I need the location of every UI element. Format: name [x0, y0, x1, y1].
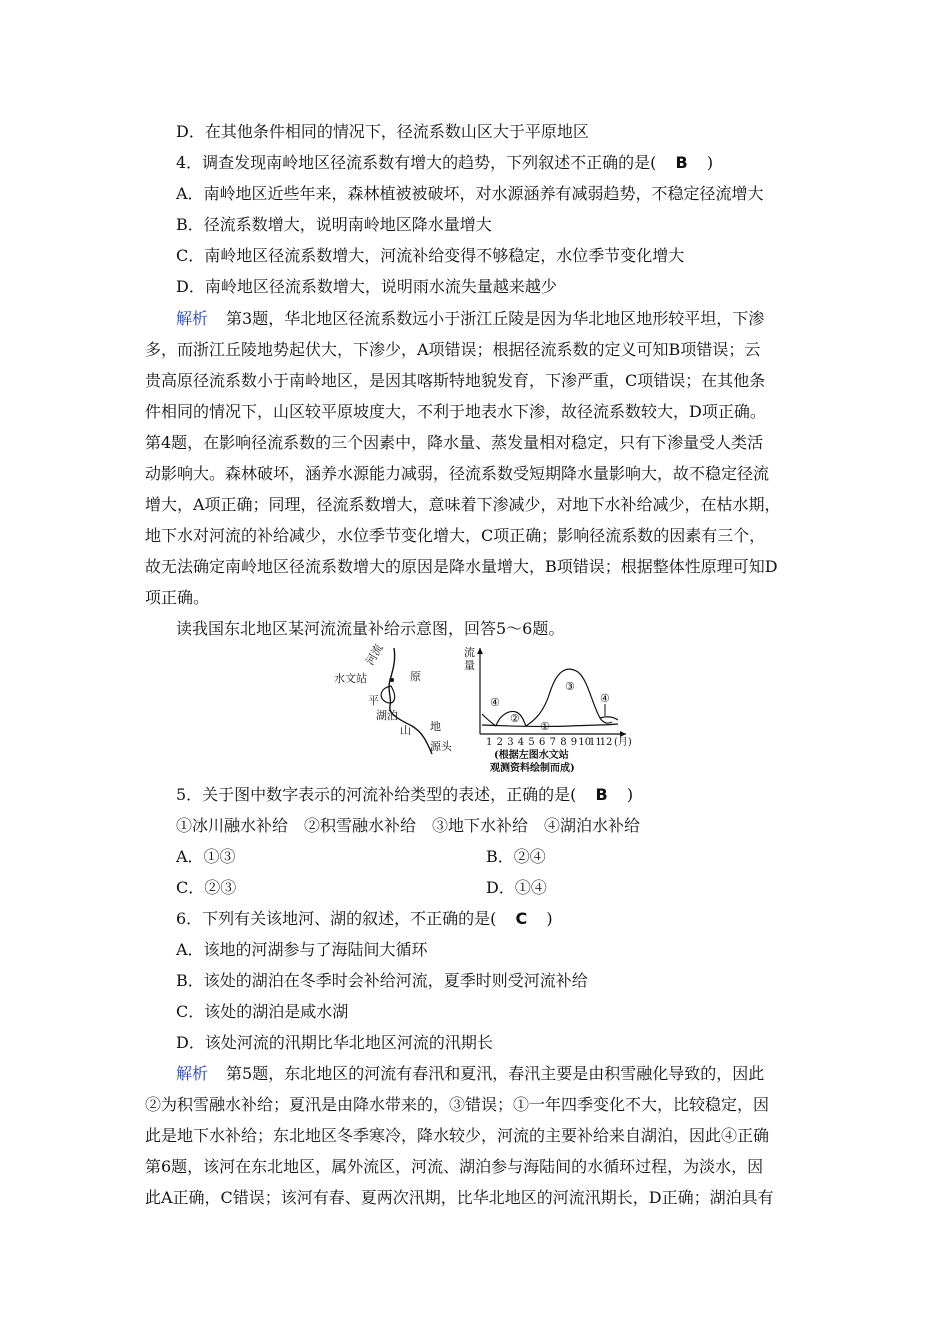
q5-option-d: D．①④ — [486, 878, 547, 897]
q4-option-d: D．南岭地区径流系数增大，说明雨水流失量越来越少 — [176, 277, 557, 296]
analysis1-text: 第3题，华北地区径流系数远小于浙江丘陵是因为华北地区地形较平坦，下渗 — [226, 309, 765, 328]
station-dot — [390, 678, 394, 682]
figure-intro: 读我国东北地区某河流流量补给示意图，回答5～6题。 — [176, 619, 565, 638]
analysis1-line: 故无法确定南岭地区径流系数增大的原因是降水量增大，B项错误；根据整体性原理可知D — [145, 557, 778, 576]
q6-stem-text: 6．下列有关该地河、湖的叙述，不正确的是( — [176, 909, 497, 928]
chart-x-tick: 5 — [528, 737, 535, 748]
analysis2-text: 第5题，东北地区的河流有春汛和夏汛，春汛主要是由积雪融化导致的，因此 — [226, 1064, 765, 1083]
analysis2-line: 此A正确，C错误；该河有春、夏两次汛期，比华北地区的河流汛期长，D正确；湖泊具有 — [145, 1188, 774, 1207]
analysis2-line: ②为积雪融水补给；夏汛是由降水带来的，③错误；①一年四季变化不大，比较稳定，因 — [145, 1095, 770, 1114]
analysis1-line: 贵高原径流系数小于南岭地区，是因其喀斯特地貌发育，下渗严重，C项错误；在其他条 — [145, 371, 766, 390]
chart-caption-1: (根据左图水文站 — [494, 750, 569, 761]
analysis1-line: 多，而浙江丘陵地势起伏大，下渗少，A项错误；根据径流系数的定义可知B项错误；云 — [145, 340, 761, 359]
chart-label-lake-right: ④ — [600, 692, 610, 705]
chart-x-tick: 1 — [486, 737, 493, 748]
chart-x-ticks — [486, 737, 612, 748]
chart-label-lake-left: ④ — [490, 696, 500, 709]
q5-option-a: A．①③ — [176, 847, 236, 866]
chart-x-tick: 4 — [517, 737, 525, 748]
q6-stem-close: ) — [546, 909, 553, 928]
river-supply-figure — [330, 642, 630, 777]
q6-option-d: D．该处河流的汛期比华北地区河流的汛期长 — [176, 1033, 493, 1052]
chart-x-tick: 10 — [578, 737, 592, 748]
analysis1-label: 解析 — [176, 309, 209, 328]
analysis1-line: 动影响大。森林破坏，涵养水源能力减弱，径流系数受短期降水量影响大，故不稳定径流 — [145, 464, 770, 483]
map-label-source: 源头 — [430, 740, 452, 753]
q5-items: ①冰川融水补给 ②积雪融水补给 ③地下水补给 ④湖泊水补给 — [176, 816, 641, 835]
y-axis-arrow — [477, 648, 483, 654]
analysis2-line: 此是地下水补给；东北地区冬季寒冷，降水较少，河流的主要补给来自湖泊，因此④正确 — [145, 1126, 770, 1145]
q6-answer: C — [515, 909, 528, 928]
river-line — [389, 648, 432, 754]
chart-x-tick: 3 — [507, 737, 514, 748]
analysis1-line: 增大，A项正确；同理，径流系数增大，意味着下渗减少，对地下水补给减少，在枯水期， — [145, 495, 781, 514]
chart-caption-2: 观测资料绘制而成) — [490, 763, 575, 774]
chart-ylabel-1: 流 — [464, 646, 475, 659]
q6-option-a: A．该地的河湖参与了海陆间大循环 — [176, 940, 428, 959]
q5-stem-text: 5．关于图中数字表示的河流补给类型的表述，正确的是( — [176, 785, 577, 804]
q4-stem-text: 4．调查发现南岭地区径流系数有增大的趋势，下列叙述不正确的是( — [176, 153, 657, 172]
chart-x-tick: 8 — [560, 737, 567, 748]
q4-stem-close: ) — [706, 153, 714, 172]
q4-stem — [176, 152, 713, 174]
chart-x-tick: 7 — [549, 737, 556, 748]
q5-option-b: B．②④ — [486, 847, 546, 866]
q4-option-b: B．径流系数增大，说明南岭地区降水量增大 — [176, 215, 492, 234]
map-label-shan: 山 — [400, 724, 411, 737]
chart-label-snowmelt: ② — [510, 712, 520, 725]
chart-label-rain: ③ — [565, 680, 575, 693]
analysis1-line: 地下水对河流的补给减少，水位季节变化增大，C项正确；影响径流系数的因素有三个， — [145, 526, 766, 545]
analysis2-line: 第6题，该河在东北地区，属外流区，河流、湖泊参与海陆间的水循环过程，为淡水，因 — [145, 1157, 764, 1176]
analysis1-line: 第4题，在影响径流系数的三个因素中，降水量、蒸发量相对稳定，只有下渗量受人类活 — [145, 433, 764, 452]
q3-option-d: D．在其他条件相同的情况下，径流系数山区大于平原地区 — [176, 122, 589, 141]
analysis1-line: 项正确。 — [145, 588, 210, 607]
chart-ylabel-2: 量 — [464, 659, 475, 672]
q5-option-c: C．②③ — [176, 878, 237, 897]
q5-stem-close: ) — [626, 785, 634, 804]
chart-x-tick: 12 — [599, 737, 613, 748]
q6-option-c: C．该处的湖泊是咸水湖 — [176, 1002, 349, 1021]
chart-x-tick: 2 — [496, 737, 503, 748]
q5-answer: B — [595, 785, 608, 804]
map-label-lake: 湖泊 — [376, 709, 398, 722]
map-label-river: 河流 — [363, 641, 386, 668]
map-label-station: 水文站 — [334, 672, 367, 685]
map-label-ping: 平 — [368, 694, 379, 707]
q4-option-c: C．南岭地区径流系数增大，河流补给变得不够稳定，水位季节变化增大 — [176, 246, 685, 265]
curve-lake-right — [600, 717, 618, 720]
river-map — [334, 641, 453, 754]
lake-shape — [381, 686, 394, 703]
flow-chart — [464, 645, 632, 774]
chart-x-tick: 9 — [570, 737, 578, 748]
chart-x-unit: (月) — [614, 737, 632, 748]
curve-lake-left — [482, 714, 496, 726]
map-label-di: 地 — [430, 720, 441, 733]
analysis1-first-line — [176, 308, 764, 330]
q5-stem — [176, 784, 633, 806]
analysis2-label: 解析 — [176, 1064, 209, 1083]
analysis2-first-line — [176, 1063, 764, 1085]
chart-x-tick: 11 — [589, 737, 602, 748]
chart-x-tick: 6 — [539, 737, 546, 748]
chart-label-groundwater: ① — [540, 720, 550, 733]
map-label-yuan: 原 — [410, 670, 421, 683]
analysis1-line: 件相同的情况下，山区较平原坡度大，不利于地表水下渗，故径流系数较大，D项正确。 — [145, 402, 766, 421]
q6-option-b: B．该处的湖泊在冬季时会补给河流，夏季时则受河流补给 — [176, 971, 588, 990]
q4-answer: B — [675, 153, 688, 172]
curve-groundwater — [482, 724, 618, 726]
q6-stem — [176, 908, 553, 930]
q4-option-a: A．南岭地区近些年来，森林植被被破坏，对水源涵养有减弱趋势，不稳定径流增大 — [176, 184, 764, 203]
